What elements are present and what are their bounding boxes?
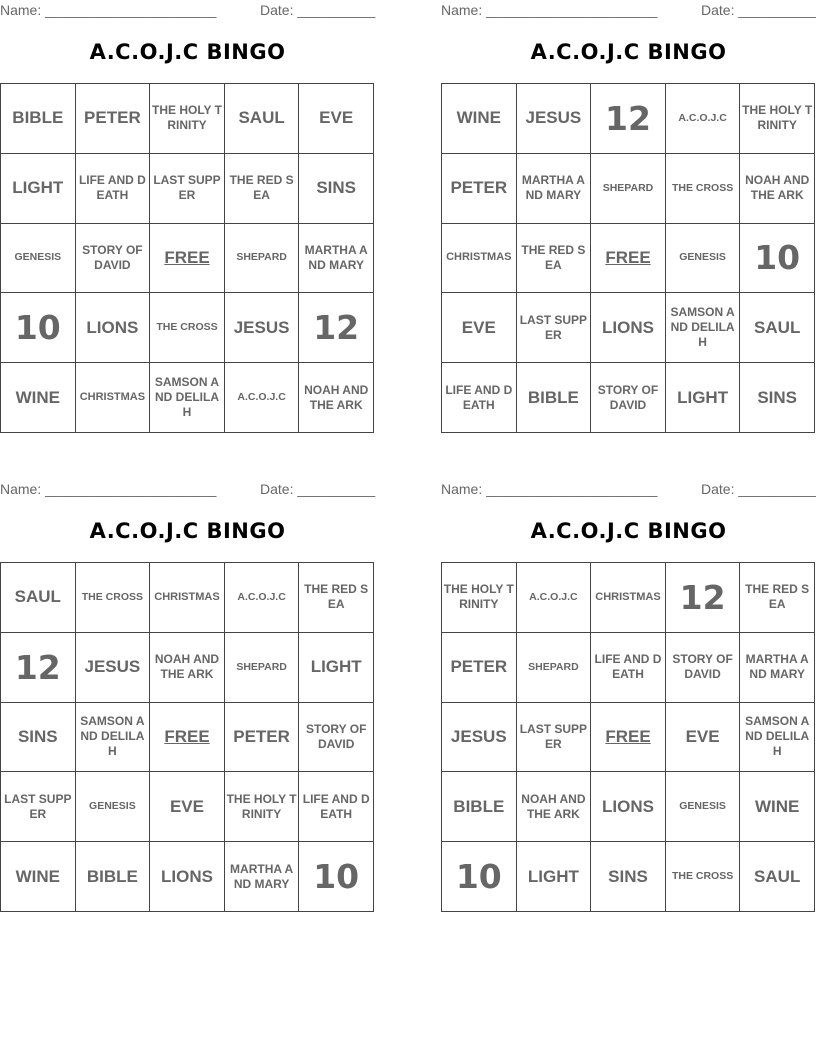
bingo-cell: LIONS — [76, 293, 151, 363]
bingo-cell: SAMSON AND DELILAH — [76, 703, 151, 773]
bingo-cell: CHRISTMAS — [591, 563, 666, 633]
bingo-cell: LIONS — [591, 293, 666, 363]
bingo-cell: A.C.O.J.C — [666, 84, 741, 154]
free-space-cell: FREE — [150, 224, 225, 294]
bingo-cell: A.C.O.J.C — [225, 363, 300, 433]
bingo-cell: MARTHA AND MARY — [225, 842, 300, 912]
bingo-cell: SINS — [591, 842, 666, 912]
bingo-cell: BIBLE — [517, 363, 592, 433]
bingo-cell: THE HOLY TRINITY — [150, 84, 225, 154]
bingo-cell: 10 — [740, 224, 815, 294]
bingo-cell: LIGHT — [1, 154, 76, 224]
bingo-cell: LIFE AND DEATH — [591, 633, 666, 703]
bingo-cell: WINE — [442, 84, 517, 154]
bingo-grid — [441, 562, 815, 912]
bingo-cell: MARTHA AND MARY — [740, 633, 815, 703]
bingo-cell: LAST SUPPER — [517, 293, 592, 363]
name-field: Name: ______________________ — [0, 481, 217, 497]
bingo-cell: THE CROSS — [76, 563, 151, 633]
bingo-cell: LAST SUPPER — [1, 772, 76, 842]
bingo-cell: THE CROSS — [666, 154, 741, 224]
bingo-cell: NOAH AND THE ARK — [517, 772, 592, 842]
bingo-cell: THE RED SEA — [517, 224, 592, 294]
card-title: A.C.O.J.C BINGO — [530, 519, 727, 543]
card-header — [0, 2, 375, 22]
bingo-cell: SINS — [740, 363, 815, 433]
bingo-cell: SHEPARD — [225, 633, 300, 703]
bingo-cell: CHRISTMAS — [442, 224, 517, 294]
bingo-cell: LIGHT — [666, 363, 741, 433]
bingo-cell: 10 — [299, 842, 374, 912]
date-field: Date: __________ — [260, 2, 376, 18]
bingo-grid — [0, 562, 374, 912]
bingo-cell: GENESIS — [1, 224, 76, 294]
bingo-cell: THE CROSS — [150, 293, 225, 363]
bingo-cell: 12 — [299, 293, 374, 363]
bingo-cell: SAMSON AND DELILAH — [666, 293, 741, 363]
bingo-cell: A.C.O.J.C — [517, 563, 592, 633]
bingo-cell: SAUL — [225, 84, 300, 154]
bingo-cell: SAUL — [740, 842, 815, 912]
date-field: Date: __________ — [260, 481, 376, 497]
date-field: Date: __________ — [701, 481, 816, 497]
bingo-cell: NOAH AND THE ARK — [740, 154, 815, 224]
bingo-cell: GENESIS — [76, 772, 151, 842]
bingo-cell: LIFE AND DEATH — [299, 772, 374, 842]
bingo-cell: EVE — [666, 703, 741, 773]
bingo-cell: NOAH AND THE ARK — [150, 633, 225, 703]
date-field: Date: __________ — [701, 2, 816, 18]
bingo-cell: THE RED SEA — [740, 563, 815, 633]
free-space-cell: FREE — [150, 703, 225, 773]
free-space-cell: FREE — [591, 224, 666, 294]
bingo-cell: PETER — [442, 154, 517, 224]
bingo-cell: SAUL — [1, 563, 76, 633]
bingo-cell: 12 — [1, 633, 76, 703]
bingo-cell: THE RED SEA — [225, 154, 300, 224]
bingo-cell: LAST SUPPER — [150, 154, 225, 224]
card-title: A.C.O.J.C BINGO — [89, 40, 286, 64]
bingo-cell: WINE — [1, 363, 76, 433]
bingo-cell: JESUS — [225, 293, 300, 363]
bingo-cell: PETER — [442, 633, 517, 703]
bingo-cell: LIFE AND DEATH — [76, 154, 151, 224]
bingo-cell: SHEPARD — [591, 154, 666, 224]
bingo-cell: THE HOLY TRINITY — [442, 563, 517, 633]
name-field: Name: ______________________ — [0, 2, 217, 18]
card-header — [441, 2, 816, 22]
bingo-cell: EVE — [442, 293, 517, 363]
bingo-cell: JESUS — [517, 84, 592, 154]
bingo-cell: LIONS — [150, 842, 225, 912]
bingo-cell: SAUL — [740, 293, 815, 363]
bingo-cell: 12 — [666, 563, 741, 633]
bingo-cell: EVE — [299, 84, 374, 154]
free-space-cell: FREE — [591, 703, 666, 773]
bingo-cell: EVE — [150, 772, 225, 842]
bingo-cell: LIGHT — [299, 633, 374, 703]
bingo-cell: A.C.O.J.C — [225, 563, 300, 633]
bingo-cell: SHEPARD — [517, 633, 592, 703]
bingo-cell: LAST SUPPER — [517, 703, 592, 773]
bingo-cell: STORY OF DAVID — [666, 633, 741, 703]
bingo-cell: SAMSON AND DELILAH — [740, 703, 815, 773]
bingo-cell: NOAH AND THE ARK — [299, 363, 374, 433]
bingo-cell: STORY OF DAVID — [299, 703, 374, 773]
bingo-cell: GENESIS — [666, 224, 741, 294]
bingo-cell: BIBLE — [1, 84, 76, 154]
bingo-cell: MARTHA AND MARY — [299, 224, 374, 294]
bingo-cell: PETER — [225, 703, 300, 773]
card-title: A.C.O.J.C BINGO — [530, 40, 727, 64]
bingo-cell: 10 — [1, 293, 76, 363]
bingo-cell: STORY OF DAVID — [76, 224, 151, 294]
bingo-cell: STORY OF DAVID — [591, 363, 666, 433]
bingo-cell: THE RED SEA — [299, 563, 374, 633]
bingo-cell: JESUS — [442, 703, 517, 773]
bingo-cell: PETER — [76, 84, 151, 154]
bingo-cell: LIONS — [591, 772, 666, 842]
name-field: Name: ______________________ — [441, 2, 658, 18]
bingo-grid — [0, 83, 374, 433]
bingo-cell: SAMSON AND DELILAH — [150, 363, 225, 433]
bingo-cell: THE HOLY TRINITY — [225, 772, 300, 842]
bingo-cell: THE HOLY TRINITY — [740, 84, 815, 154]
name-field: Name: ______________________ — [441, 481, 658, 497]
bingo-cell: THE CROSS — [666, 842, 741, 912]
bingo-cell: WINE — [1, 842, 76, 912]
bingo-cell: LIFE AND DEATH — [442, 363, 517, 433]
bingo-cell: SHEPARD — [225, 224, 300, 294]
bingo-cell: SINS — [299, 154, 374, 224]
bingo-cell: BIBLE — [76, 842, 151, 912]
bingo-cell: JESUS — [76, 633, 151, 703]
bingo-cell: BIBLE — [442, 772, 517, 842]
bingo-cell: LIGHT — [517, 842, 592, 912]
bingo-grid — [441, 83, 815, 433]
bingo-cell: SINS — [1, 703, 76, 773]
bingo-cell: 12 — [591, 84, 666, 154]
bingo-cell: WINE — [740, 772, 815, 842]
card-title: A.C.O.J.C BINGO — [89, 519, 286, 543]
card-header — [441, 481, 816, 501]
card-header — [0, 481, 375, 501]
bingo-cell: GENESIS — [666, 772, 741, 842]
bingo-cell: CHRISTMAS — [150, 563, 225, 633]
bingo-cell: 10 — [442, 842, 517, 912]
bingo-cell: MARTHA AND MARY — [517, 154, 592, 224]
bingo-cell: CHRISTMAS — [76, 363, 151, 433]
